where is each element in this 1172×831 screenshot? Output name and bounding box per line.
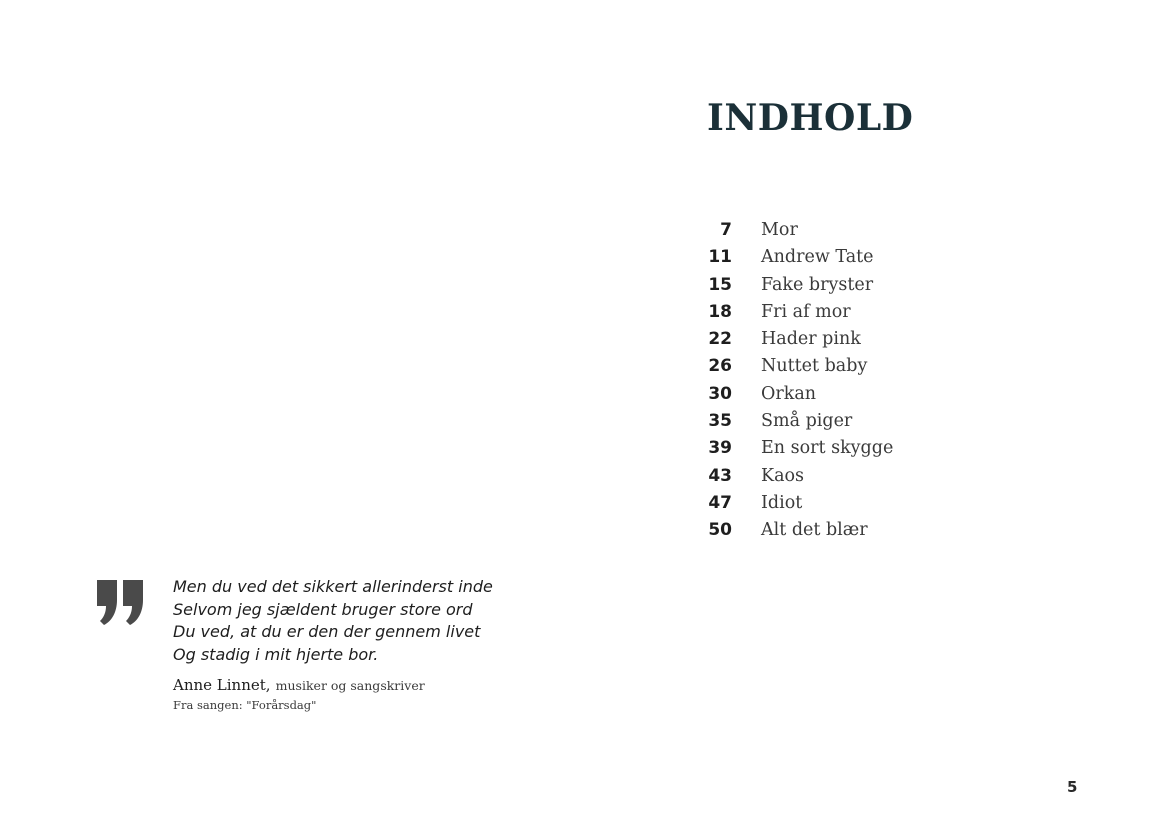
toc-page-number: 15 bbox=[708, 274, 732, 295]
toc-page-number: 11 bbox=[708, 247, 732, 268]
toc-chapter-title: Fri af mor bbox=[761, 301, 851, 322]
toc-entry[interactable] bbox=[700, 520, 893, 547]
toc-entry[interactable] bbox=[700, 275, 893, 302]
toc-chapter-title: Orkan bbox=[761, 383, 817, 404]
toc-page-number: 26 bbox=[708, 356, 732, 377]
toc-entry[interactable] bbox=[700, 247, 893, 274]
toc-page-number: 39 bbox=[708, 438, 732, 459]
toc-entry[interactable] bbox=[700, 329, 893, 356]
toc-entry[interactable] bbox=[700, 356, 893, 383]
toc-chapter-title: Kaos bbox=[761, 465, 805, 486]
toc-page-number: 47 bbox=[708, 492, 732, 513]
toc-entry[interactable] bbox=[700, 384, 893, 411]
toc-entry[interactable] bbox=[700, 220, 893, 247]
toc-chapter-title: Små piger bbox=[761, 411, 853, 432]
closing-quote-icon bbox=[95, 580, 145, 626]
toc-chapter-title: Idiot bbox=[761, 492, 803, 513]
toc-page-number: 35 bbox=[708, 411, 732, 432]
toc-entry[interactable] bbox=[700, 493, 893, 520]
toc-entry[interactable] bbox=[700, 411, 893, 438]
toc-entry[interactable] bbox=[700, 302, 893, 329]
toc-page-number: 43 bbox=[708, 465, 732, 486]
quote-source: Fra sangen: "Forårsdag" bbox=[173, 698, 317, 712]
quote-author-role: musiker og sangskriver bbox=[275, 678, 425, 693]
quote-line: Selvom jeg sjældent bruger store ord bbox=[173, 599, 473, 619]
quote-line: Men du ved det sikkert allerinderst inde bbox=[173, 577, 493, 596]
toc-list bbox=[700, 220, 893, 548]
page-number: 5 bbox=[1067, 778, 1078, 796]
toc-chapter-title: Mor bbox=[761, 220, 798, 240]
toc-page-number: 30 bbox=[708, 383, 732, 404]
toc-chapter-title: En sort skygge bbox=[761, 438, 894, 459]
toc-title: INDHOLD bbox=[707, 97, 914, 139]
toc-entry[interactable] bbox=[700, 466, 893, 493]
toc-chapter-title: Fake bryster bbox=[761, 274, 874, 295]
quote-author: Anne Linnet, bbox=[173, 676, 271, 694]
toc-page-number: 22 bbox=[708, 329, 732, 350]
quote-line: Og stadig i mit hjerte bor. bbox=[173, 645, 379, 665]
toc-page-number: 50 bbox=[708, 520, 732, 541]
toc-entry[interactable] bbox=[700, 438, 893, 465]
toc-page-number: 18 bbox=[708, 301, 732, 322]
quote-line: Du ved, at du er den der gennem livet bbox=[173, 622, 481, 642]
toc-chapter-title: Alt det blær bbox=[761, 520, 868, 541]
quote-attribution bbox=[173, 675, 425, 694]
toc-chapter-title: Andrew Tate bbox=[761, 247, 874, 268]
quote-text bbox=[173, 576, 493, 667]
toc-chapter-title: Nuttet baby bbox=[761, 356, 868, 377]
toc-page-number: 7 bbox=[720, 220, 732, 240]
toc-chapter-title: Hader pink bbox=[761, 329, 861, 350]
